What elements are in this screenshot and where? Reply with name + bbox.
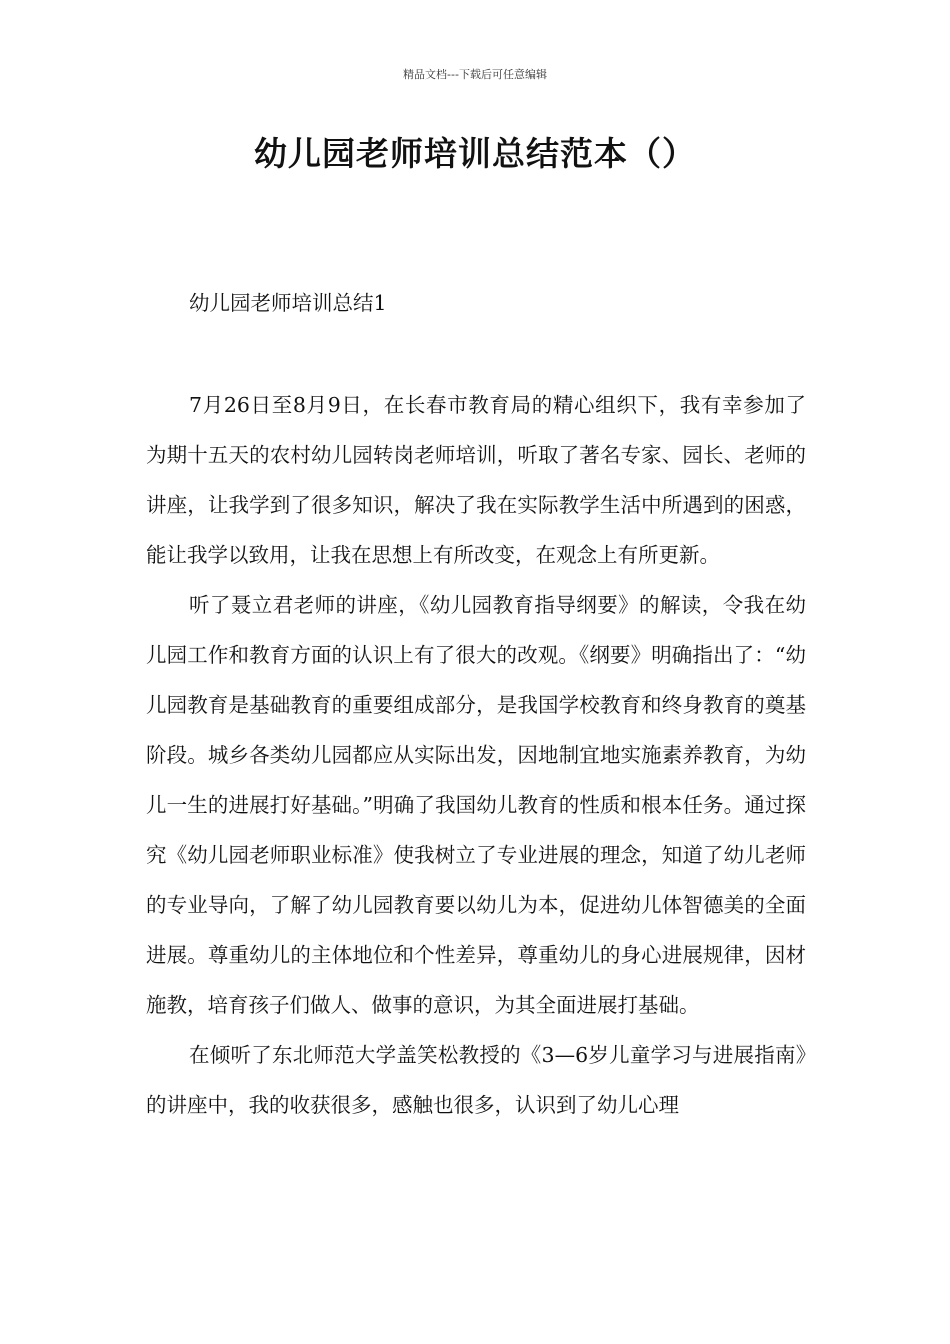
section-heading: 幼儿园老师培训总结1 <box>189 291 387 315</box>
document-title: 幼儿园老师培训总结范本（） <box>254 134 696 173</box>
header-watermark: 精品文档---下载后可任意编辑 <box>403 68 547 81</box>
paragraph: 7月26日至8月9日，在长春市教育局的精心组织下，我有幸参加了为期十五天的农村幼儿园转岗老师培训，听取了著名专家、园长、老师的讲座，让我学到了很多知识，解决了我在实际教学生活中所遇到的困惑，能让我学以致用，让我在思想上有所改变，在观念上有所更新。 <box>146 393 806 567</box>
document-body <box>146 380 806 1130</box>
paragraph: 听了聂立君老师的讲座，《幼儿园教育指导纲要》的解读，令我在幼儿园工作和教育方面的认识上有了很大的改观。《纲要》明确指出了：“幼儿园教育是基础教育的重要组成部分，是我国学校教育和终身教育的奠基阶段。城乡各类幼儿园都应从实际出发，因地制宜地实施素养教育，为幼儿一生的进展打好基础。”明确了我国幼儿教育的性质和根本任务。通过探究《幼儿园老师职业标准》使我树立了专业进展的理念，知道了幼儿老师的专业导向，了解了幼儿园教育要以幼儿为本，促进幼儿体智德美的全面进展。尊重幼儿的主体地位和个性差异，尊重幼儿的身心进展规律，因材施教，培育孩子们做人、做事的意识，为其全面进展打基础。 <box>146 593 806 1017</box>
paragraph: 在倾听了东北师范大学盖笑松教授的《3—6岁儿童学习与进展指南》的讲座中，我的收获很多，感触也很多，认识到了幼儿心理 <box>146 1043 806 1117</box>
